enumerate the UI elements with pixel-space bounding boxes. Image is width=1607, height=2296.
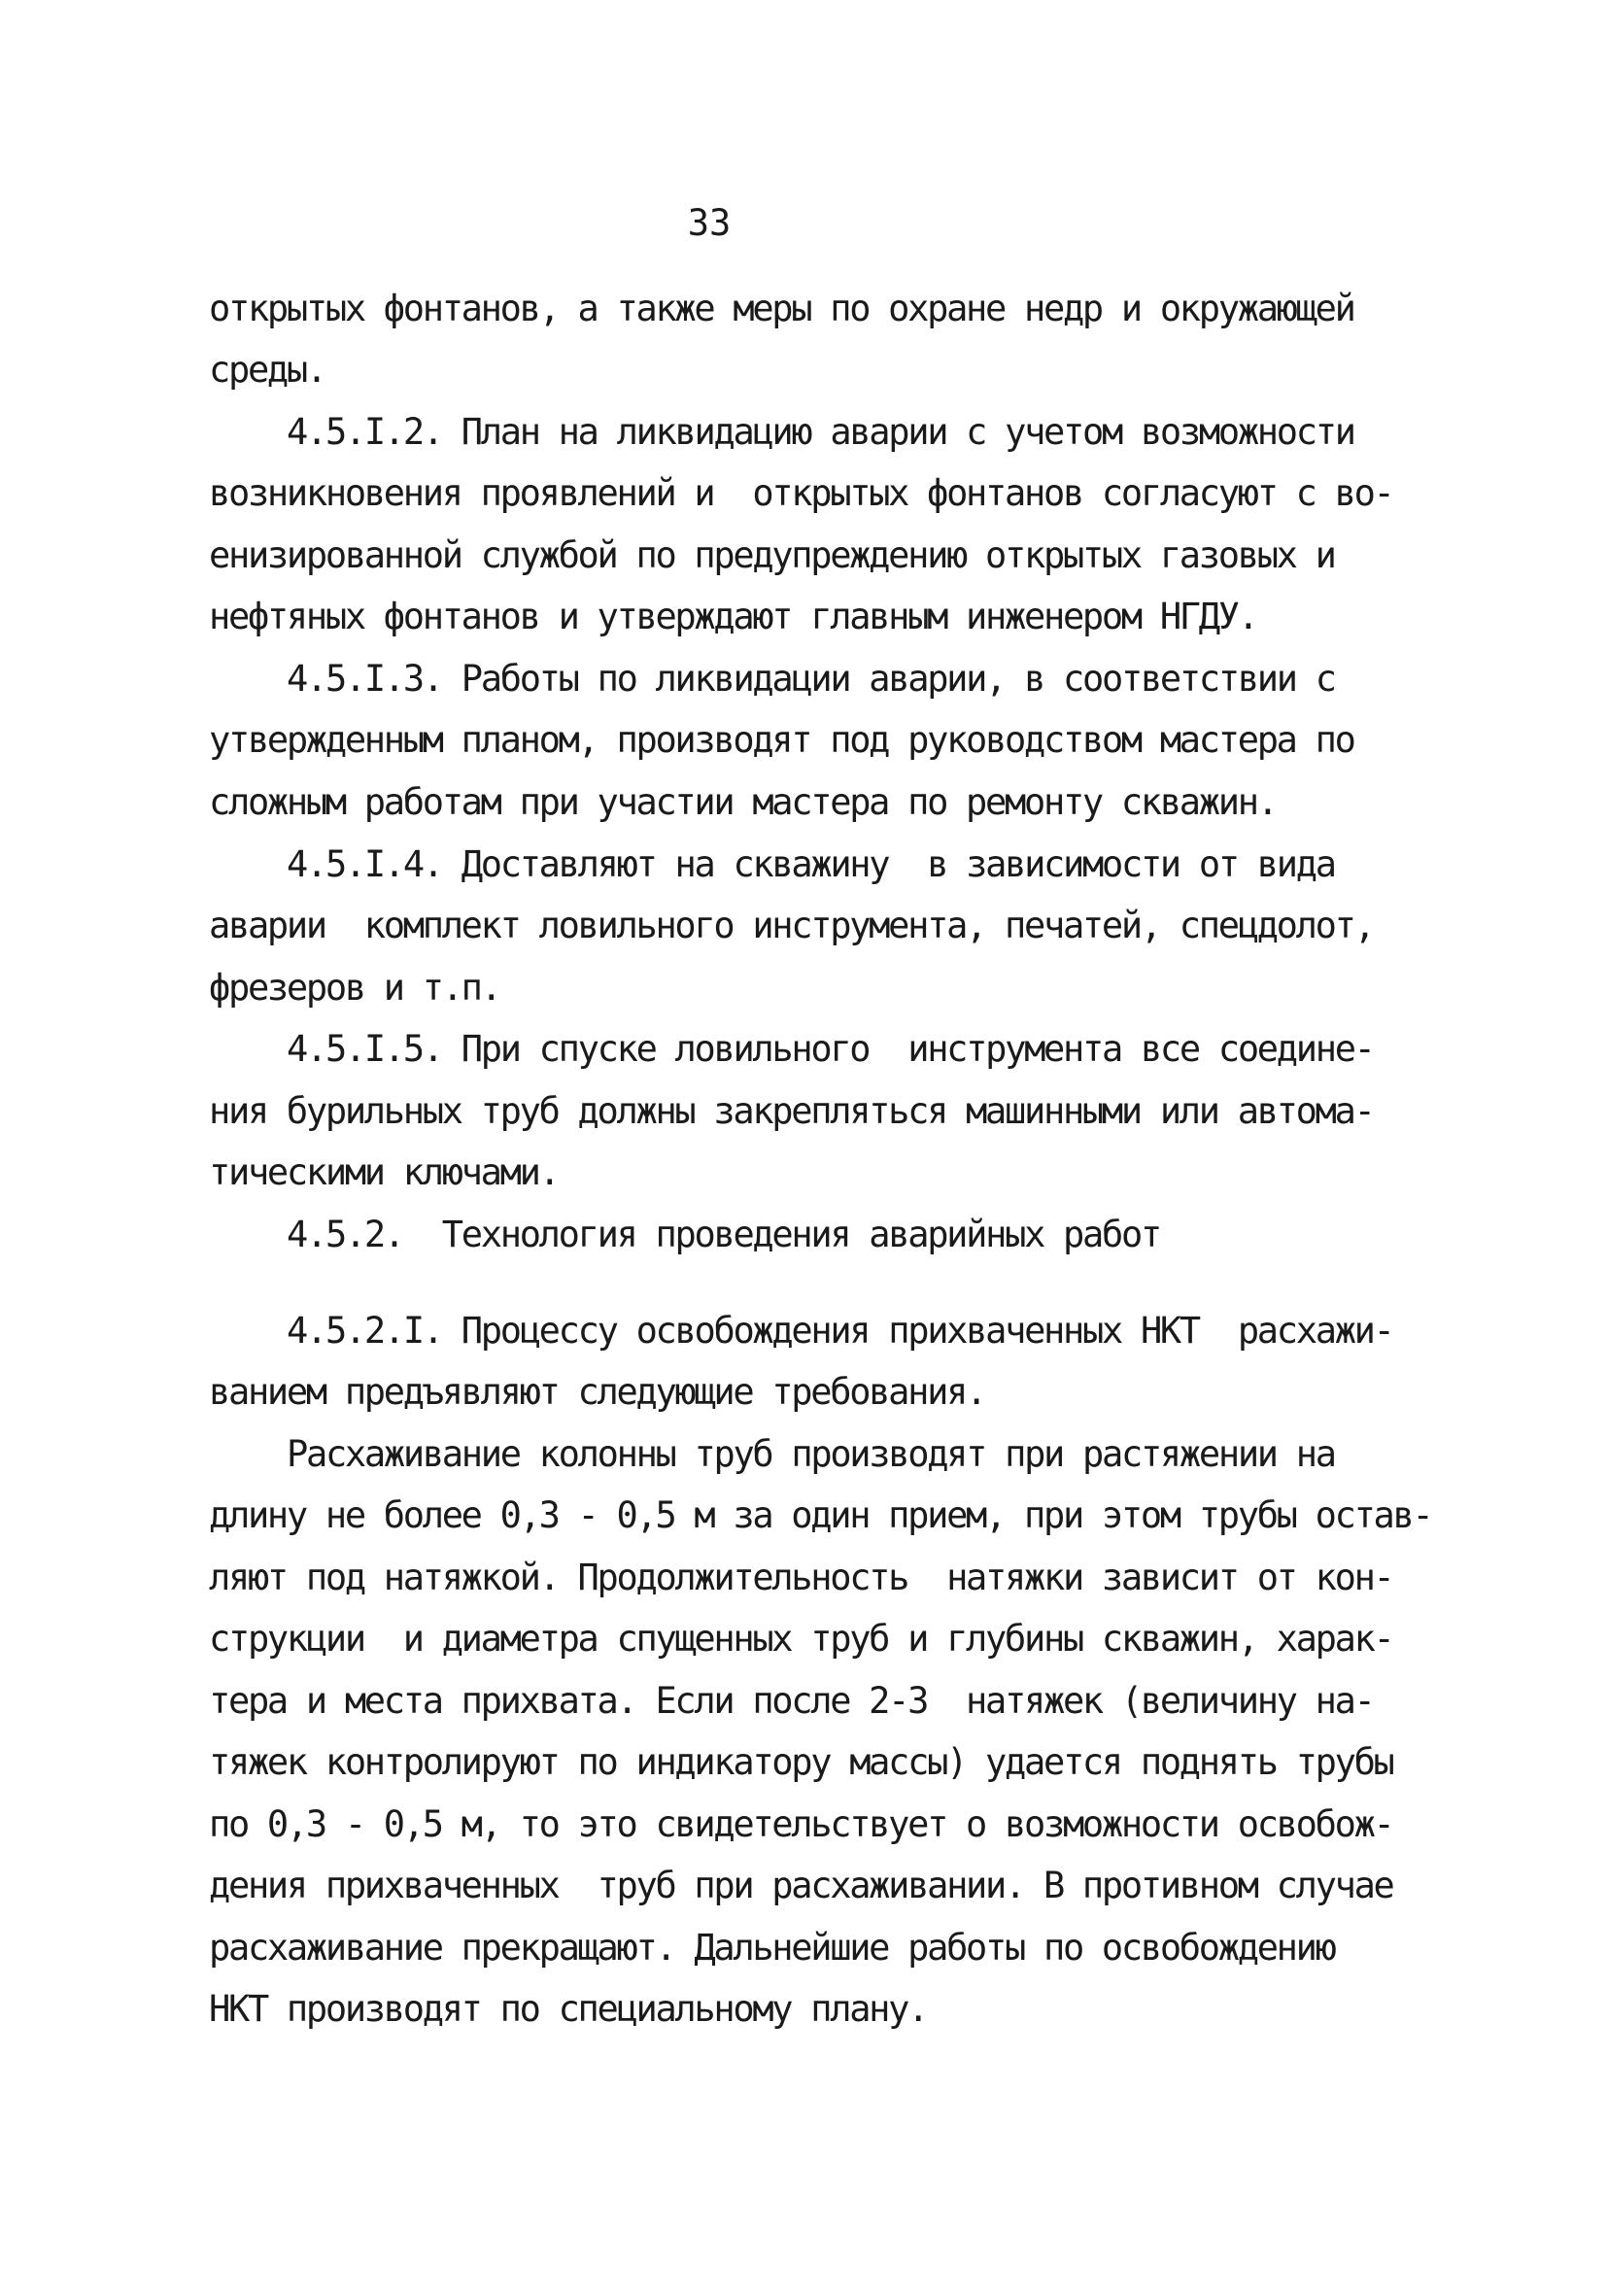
paragraph-start: Расхаживание колонны труб производят при растяжении на	[287, 1433, 1335, 1475]
text-line: ляют под натяжкой. Продолжительность натяжки зависит от кон-	[209, 1557, 1393, 1598]
text-line: тера и места прихвата. Если после 2-3 натяжек (величину на-	[209, 1680, 1374, 1722]
text-line: тяжек контролируют по индикатору массы) удается поднять трубы	[209, 1741, 1393, 1783]
paragraph-4-5-1-4-start: 4.5.I.4. Доставляют на скважину в зависимости от вида	[287, 843, 1335, 885]
text-line: возникновения проявлений и открытых фонтанов согласуют с во-	[209, 472, 1393, 514]
text-line: енизированной службой по предупреждению открытых газовых и	[209, 534, 1335, 576]
text-line: ния бурильных труб должны закрепляться машинными или автома-	[209, 1090, 1374, 1132]
paragraph-4-5-1-3-start: 4.5.I.3. Работы по ликвидации аварии, в соответствии с	[287, 658, 1335, 700]
text-line: среды.	[209, 349, 325, 391]
paragraph-4-5-2-1-start: 4.5.2.I. Процессу освобождения прихваченных НКТ расхажи-	[287, 1310, 1393, 1352]
text-line: по 0,3 - 0,5 м, то это свидетельствует о возможности освобож-	[209, 1803, 1393, 1845]
paragraph-4-5-1-5-start: 4.5.I.5. При спуске ловильного инструмента все соедине-	[287, 1028, 1374, 1070]
page-number: 33	[687, 202, 732, 244]
text-line: ванием предъявляют следующие требования.	[209, 1371, 986, 1413]
text-line: тическими ключами.	[209, 1151, 559, 1193]
section-heading-4-5-2: 4.5.2. Технология проведения аварийных работ	[287, 1214, 1160, 1255]
text-line: длину не более 0,3 - 0,5 м за один прием, при этом трубы остав-	[209, 1494, 1432, 1536]
text-line: дения прихваченных труб при расхаживании. В противном случае	[209, 1865, 1393, 1906]
text-line: НКТ производят по специальному плану.	[209, 1988, 928, 2030]
text-line: утвержденным планом, производят под руководством мастера по	[209, 719, 1354, 761]
text-line: нефтяных фонтанов и утверждают главным инженером НГДУ.	[209, 596, 1257, 637]
text-line: фрезеров и т.п.	[209, 967, 500, 1009]
text-line: открытых фонтанов, а также меры по охране недр и окружающей	[209, 288, 1354, 329]
paragraph-4-5-1-2-start: 4.5.I.2. План на ликвидацию аварии с учетом возможности	[287, 411, 1354, 453]
text-line: расхаживание прекращают. Дальнейшие работы по освобождению	[209, 1927, 1335, 1969]
text-line: струкции и диаметра спущенных труб и глубины скважин, харак-	[209, 1618, 1393, 1660]
text-line: сложным работам при участии мастера по ремонту скважин.	[209, 781, 1277, 823]
text-line: аварии комплект ловильного инструмента, печатей, спецдолот,	[209, 905, 1374, 946]
